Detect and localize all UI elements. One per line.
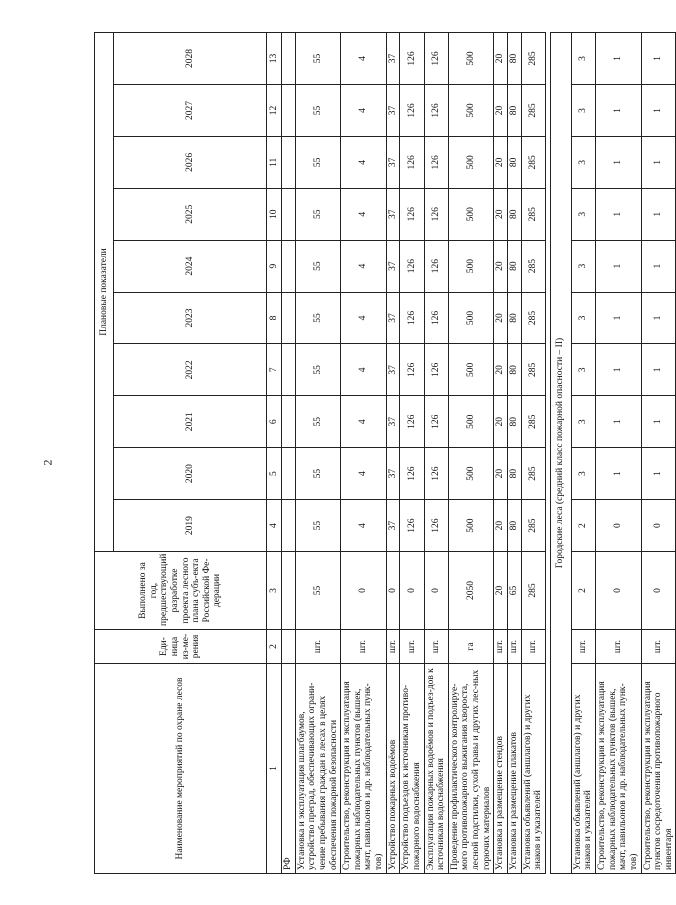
row-value: 1 xyxy=(596,396,642,448)
row-value: 55 xyxy=(295,344,341,396)
row-unit: шт. xyxy=(507,630,521,664)
row-done xyxy=(282,552,296,630)
row-value: 1 xyxy=(596,136,642,188)
row-value: 0 xyxy=(641,500,676,552)
row-value: 55 xyxy=(295,500,341,552)
row-value xyxy=(282,136,296,188)
row-value: 20 xyxy=(494,344,508,396)
row-value: 20 xyxy=(494,33,508,85)
row-value: 1 xyxy=(641,292,676,344)
section-row xyxy=(550,33,571,874)
table-row xyxy=(448,33,494,874)
row-value xyxy=(282,344,296,396)
row-value: 4 xyxy=(341,188,387,240)
row-value xyxy=(282,84,296,136)
row-value: 126 xyxy=(400,344,424,396)
row-value: 80 xyxy=(507,500,521,552)
row-name: Строительство, реконструкция и эксплуатация пожарных наблюдательных пунктов (вышек, мачт, павильонов и др. наблюдательных пунк-тов) xyxy=(596,664,642,874)
column-index-cell: 2 xyxy=(267,630,282,664)
row-value: 2 xyxy=(571,500,595,552)
table-row xyxy=(641,33,676,874)
row-value: 80 xyxy=(507,448,521,500)
row-value: 126 xyxy=(400,396,424,448)
row-name: Установка обьявлений (аншлагов) и других знаков и указателей xyxy=(521,664,545,874)
row-value: 37 xyxy=(386,292,400,344)
row-value: 1 xyxy=(641,33,676,85)
row-value: 1 xyxy=(596,292,642,344)
row-value xyxy=(282,500,296,552)
row-value: 285 xyxy=(521,33,545,85)
row-value: 55 xyxy=(295,188,341,240)
row-value: 126 xyxy=(424,448,448,500)
row-name: Проведение профилактического контролируе-мого противопожарного выжигания хвороста, лесной подстилки, сухой травы и других лес-ных горючих материалов xyxy=(448,664,494,874)
forest-protection-table xyxy=(94,32,676,874)
row-value: 500 xyxy=(448,240,494,292)
row-value: 126 xyxy=(400,136,424,188)
header-year: 2026 xyxy=(114,136,267,188)
header-year: 2021 xyxy=(114,396,267,448)
row-value: 500 xyxy=(448,292,494,344)
header-year: 2019 xyxy=(114,500,267,552)
row-value: 126 xyxy=(424,33,448,85)
row-done: 0 xyxy=(424,552,448,630)
row-value: 1 xyxy=(641,448,676,500)
row-value xyxy=(282,188,296,240)
row-value xyxy=(282,448,296,500)
row-unit: шт. xyxy=(386,630,400,664)
row-value: 126 xyxy=(424,344,448,396)
row-unit: шт. xyxy=(641,630,676,664)
row-value: 80 xyxy=(507,136,521,188)
row-value: 285 xyxy=(521,500,545,552)
header-year: 2028 xyxy=(114,33,267,85)
row-value xyxy=(282,240,296,292)
row-value: 3 xyxy=(571,188,595,240)
row-unit: шт. xyxy=(400,630,424,664)
row-value: 80 xyxy=(507,396,521,448)
table-row xyxy=(596,33,642,874)
row-value: 80 xyxy=(507,188,521,240)
row-value: 20 xyxy=(494,84,508,136)
row-value: 126 xyxy=(400,84,424,136)
column-index-cell: 8 xyxy=(267,292,282,344)
row-value: 20 xyxy=(494,292,508,344)
row-value: 3 xyxy=(571,292,595,344)
row-value: 126 xyxy=(424,136,448,188)
row-value xyxy=(282,396,296,448)
row-unit: шт. xyxy=(295,630,341,664)
row-value: 80 xyxy=(507,33,521,85)
row-value: 55 xyxy=(295,448,341,500)
row-value: 500 xyxy=(448,500,494,552)
row-value: 55 xyxy=(295,396,341,448)
row-unit: га xyxy=(448,630,494,664)
row-value: 126 xyxy=(400,292,424,344)
row-value: 3 xyxy=(571,240,595,292)
row-value: 37 xyxy=(386,344,400,396)
column-index-cell: 6 xyxy=(267,396,282,448)
row-done: 2050 xyxy=(448,552,494,630)
row-value: 37 xyxy=(386,136,400,188)
row-value: 1 xyxy=(596,188,642,240)
table-row xyxy=(521,33,545,874)
row-value: 1 xyxy=(596,84,642,136)
header-year: 2023 xyxy=(114,292,267,344)
row-name: Устройство пожарных водоёмов xyxy=(386,664,400,874)
column-index-cell: 4 xyxy=(267,500,282,552)
row-value: 500 xyxy=(448,448,494,500)
row-value: 4 xyxy=(341,500,387,552)
row-unit: шт. xyxy=(341,630,387,664)
row-value: 37 xyxy=(386,33,400,85)
row-value: 20 xyxy=(494,396,508,448)
row-value: 1 xyxy=(596,344,642,396)
row-done: 0 xyxy=(641,552,676,630)
header-year: 2027 xyxy=(114,84,267,136)
rotated-table-container xyxy=(94,32,674,874)
row-value: 1 xyxy=(596,240,642,292)
row-value: 285 xyxy=(521,448,545,500)
row-value: 4 xyxy=(341,33,387,85)
row-value: 285 xyxy=(521,84,545,136)
row-value: 80 xyxy=(507,240,521,292)
row-name: Установка и размещение стендов xyxy=(494,664,508,874)
row-value: 3 xyxy=(571,84,595,136)
row-value: 80 xyxy=(507,84,521,136)
row-value: 0 xyxy=(596,500,642,552)
row-value: 285 xyxy=(521,188,545,240)
row-value: 126 xyxy=(400,240,424,292)
row-unit: шт. xyxy=(521,630,545,664)
row-value: 4 xyxy=(341,448,387,500)
table-row xyxy=(386,33,400,874)
row-done: 2 xyxy=(571,552,595,630)
row-unit xyxy=(282,630,296,664)
row-value: 4 xyxy=(341,396,387,448)
table-row xyxy=(494,33,508,874)
row-value: 3 xyxy=(571,448,595,500)
row-value: 126 xyxy=(400,448,424,500)
row-name: Устройство подъездов к источникам противо-пожарного водоснабжения xyxy=(400,664,424,874)
row-value: 126 xyxy=(424,396,448,448)
column-index-cell: 12 xyxy=(267,84,282,136)
row-value: 500 xyxy=(448,188,494,240)
row-value: 1 xyxy=(596,33,642,85)
page-number: 2 xyxy=(40,459,55,466)
column-index-cell: 1 xyxy=(267,664,282,874)
table-row xyxy=(295,33,341,874)
row-value: 126 xyxy=(424,84,448,136)
header-name: Наименование мероприятий по охране лесов xyxy=(95,664,267,874)
row-value: 20 xyxy=(494,240,508,292)
column-index-cell: 10 xyxy=(267,188,282,240)
row-unit: шт. xyxy=(571,630,595,664)
section-title: Городские леса (средний класс пожарной опасности – II) xyxy=(550,33,571,874)
header-year: 2024 xyxy=(114,240,267,292)
row-value: 55 xyxy=(295,240,341,292)
row-done: 0 xyxy=(341,552,387,630)
row-value: 20 xyxy=(494,188,508,240)
row-value: 126 xyxy=(400,500,424,552)
table-row xyxy=(424,33,448,874)
row-value: 37 xyxy=(386,396,400,448)
header-year: 2020 xyxy=(114,448,267,500)
row-unit: шт. xyxy=(494,630,508,664)
row-value: 126 xyxy=(424,240,448,292)
header-done: Выполнено за год, предшествующий разработке проекта лесного плана субъ-екта Российской Фе-дерации xyxy=(95,552,267,630)
column-index-cell: 7 xyxy=(267,344,282,396)
table-row xyxy=(400,33,424,874)
row-done: 65 xyxy=(507,552,521,630)
row-name: Эксплуатация пожарных водоёмов и подъез-дов к источникам водоснабжения xyxy=(424,664,448,874)
row-value: 285 xyxy=(521,136,545,188)
row-value: 3 xyxy=(571,136,595,188)
header-unit: Еди-ница из-ме-рения xyxy=(95,630,267,664)
row-value: 20 xyxy=(494,448,508,500)
row-value: 126 xyxy=(424,188,448,240)
row-value: 1 xyxy=(641,396,676,448)
column-index-cell: 3 xyxy=(267,552,282,630)
row-value: 126 xyxy=(400,188,424,240)
header-year: 2022 xyxy=(114,344,267,396)
row-value: 285 xyxy=(521,240,545,292)
row-unit: шт. xyxy=(596,630,642,664)
row-done: 55 xyxy=(295,552,341,630)
row-value xyxy=(282,292,296,344)
row-value: 285 xyxy=(521,292,545,344)
row-value: 500 xyxy=(448,344,494,396)
row-name: Установка обьявлений (аншлагов) и других знаков и указателей xyxy=(571,664,595,874)
header-year: 2025 xyxy=(114,188,267,240)
row-done: 0 xyxy=(596,552,642,630)
row-value: 500 xyxy=(448,396,494,448)
row-value: 80 xyxy=(507,344,521,396)
row-value: 126 xyxy=(424,500,448,552)
table-row xyxy=(507,33,521,874)
row-value: 126 xyxy=(400,33,424,85)
row-name: Установка и размещение плакатов xyxy=(507,664,521,874)
row-value: 1 xyxy=(596,448,642,500)
row-value: 1 xyxy=(641,240,676,292)
table-row xyxy=(571,33,595,874)
column-index-row xyxy=(267,33,282,874)
row-value: 3 xyxy=(571,396,595,448)
table-row xyxy=(341,33,387,874)
row-value: 55 xyxy=(295,292,341,344)
row-done: 0 xyxy=(386,552,400,630)
row-value: 4 xyxy=(341,292,387,344)
row-value: 3 xyxy=(571,33,595,85)
row-value xyxy=(282,33,296,85)
row-value: 37 xyxy=(386,84,400,136)
row-value: 1 xyxy=(641,84,676,136)
column-index-cell: 11 xyxy=(267,136,282,188)
column-index-cell: 5 xyxy=(267,448,282,500)
row-value: 55 xyxy=(295,136,341,188)
row-value: 285 xyxy=(521,344,545,396)
row-unit: шт. xyxy=(424,630,448,664)
row-value: 285 xyxy=(521,396,545,448)
row-value: 500 xyxy=(448,136,494,188)
row-name: РФ xyxy=(282,664,296,874)
row-value: 4 xyxy=(341,344,387,396)
row-value: 20 xyxy=(494,500,508,552)
row-value: 4 xyxy=(341,240,387,292)
row-name: Установка и эксплуатация шлагбаумов, устройство преград, обеспечивающих ограни-чение пребывания граждан в лесах в целях обеспечения пожарной безопасности xyxy=(295,664,341,874)
row-value: 1 xyxy=(641,188,676,240)
header-planned: Плановые показатели xyxy=(95,33,114,552)
row-value: 4 xyxy=(341,136,387,188)
table-row xyxy=(282,33,296,874)
row-value: 55 xyxy=(295,33,341,85)
row-value: 126 xyxy=(424,292,448,344)
row-done: 0 xyxy=(400,552,424,630)
column-index-cell: 9 xyxy=(267,240,282,292)
row-name: Строительство, реконструкция и эксплуатация пожарных наблюдательных пунктов (вышек, мачт, павильонов и др. наблюдательных пунк-тов) xyxy=(341,664,387,874)
row-value: 37 xyxy=(386,448,400,500)
row-done: 285 xyxy=(521,552,545,630)
row-value: 37 xyxy=(386,188,400,240)
row-name: Строительство, реконструкция и эксплуатация пунктов сосредоточения противопожарного инвентаря xyxy=(641,664,676,874)
row-value: 1 xyxy=(641,344,676,396)
row-value: 3 xyxy=(571,344,595,396)
column-index-cell: 13 xyxy=(267,33,282,85)
row-value: 4 xyxy=(341,84,387,136)
row-value: 37 xyxy=(386,240,400,292)
row-value: 1 xyxy=(641,136,676,188)
row-value: 55 xyxy=(295,84,341,136)
row-value: 37 xyxy=(386,500,400,552)
row-done: 20 xyxy=(494,552,508,630)
row-value: 500 xyxy=(448,84,494,136)
row-value: 20 xyxy=(494,136,508,188)
row-value: 500 xyxy=(448,33,494,85)
row-value: 80 xyxy=(507,292,521,344)
table-body xyxy=(267,33,676,874)
